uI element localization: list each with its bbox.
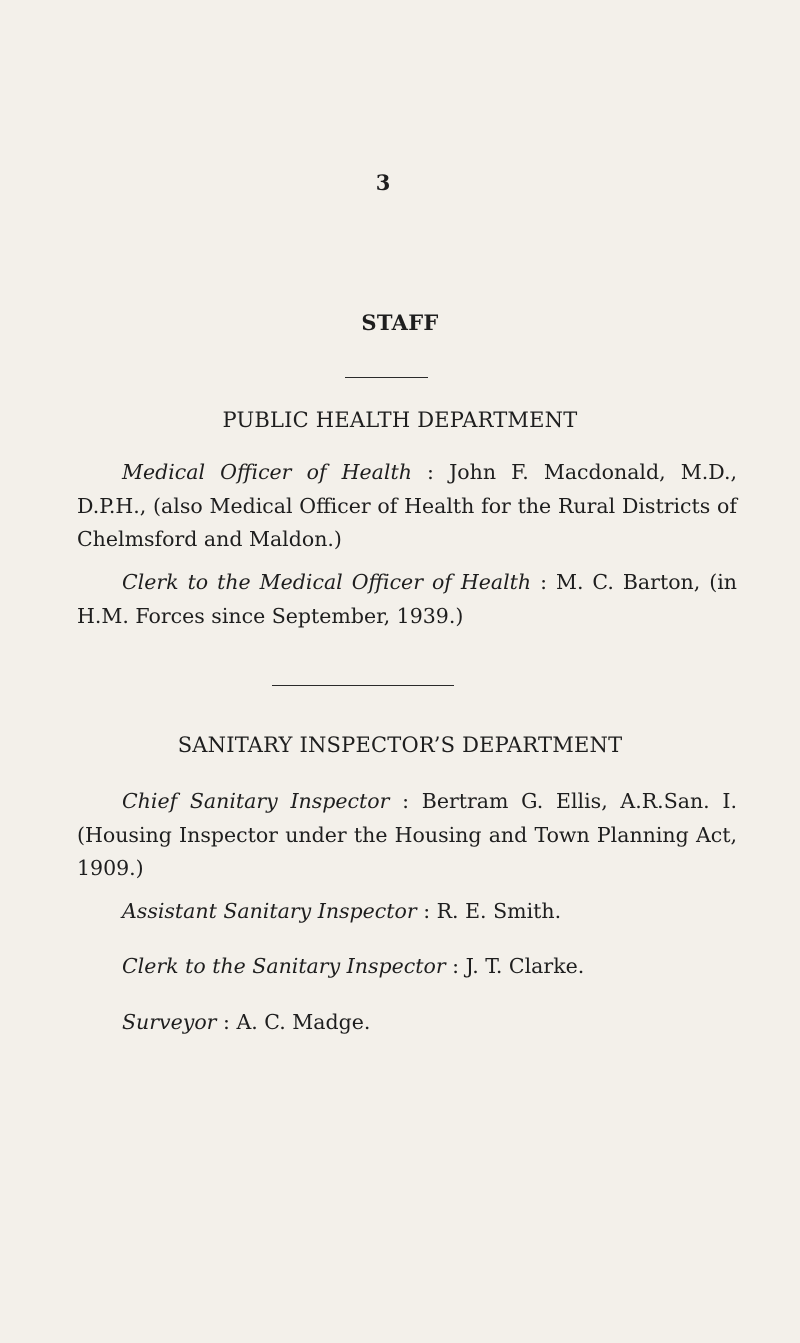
staff-details: Bertram G. Ellis, A.R.San. I. (Housing Inspector under the Housing and Town Planning Act, 1909.) — [77, 789, 738, 880]
staff-entry-clerk-sanitary-inspector — [77, 950, 737, 984]
staff-details: John F. Macdonald, M.D., D.P.H., (also Medical Officer of Health for the Rural Districts of Chelmsford and Maldon.) — [77, 460, 737, 551]
staff-role: Assistant Sanitary Inspector — [122, 899, 417, 923]
staff-entry-surveyor — [77, 1006, 737, 1040]
staff-separator: : — [389, 789, 422, 813]
page-title: STAFF — [361, 310, 439, 335]
staff-entry-clerk-medical-officer — [77, 566, 737, 633]
staff-entry-medical-officer — [77, 456, 737, 557]
section-heading-sanitary-inspector: SANITARY INSPECTOR’S DEPARTMENT — [177, 733, 623, 757]
staff-role: Clerk to the Medical Officer of Health — [122, 570, 532, 594]
staff-details: M. C. Barton, (in H.M. Forces since September, 1939.) — [77, 570, 737, 628]
staff-role: Chief Sanitary Inspector — [122, 789, 390, 813]
staff-separator: : — [216, 1010, 237, 1034]
staff-role: Medical Officer of Health — [122, 460, 412, 484]
staff-details: A. C. Madge. — [236, 1010, 371, 1034]
page-number: 3 — [375, 170, 391, 195]
staff-entry-assistant-sanitary-inspector — [77, 895, 737, 929]
staff-role: Surveyor — [122, 1010, 217, 1034]
staff-details: J. T. Clarke. — [465, 954, 585, 978]
divider-rule — [345, 377, 428, 378]
section-heading-public-health: PUBLIC HEALTH DEPARTMENT — [222, 408, 578, 432]
staff-separator: : — [411, 460, 450, 484]
staff-separator: : — [416, 899, 437, 923]
staff-details: R. E. Smith. — [436, 899, 562, 923]
staff-role: Clerk to the Sanitary Inspector — [122, 954, 446, 978]
staff-separator: : — [445, 954, 466, 978]
staff-separator: : — [531, 570, 556, 594]
staff-entry-chief-sanitary-inspector — [77, 785, 737, 886]
divider-rule — [272, 685, 454, 686]
